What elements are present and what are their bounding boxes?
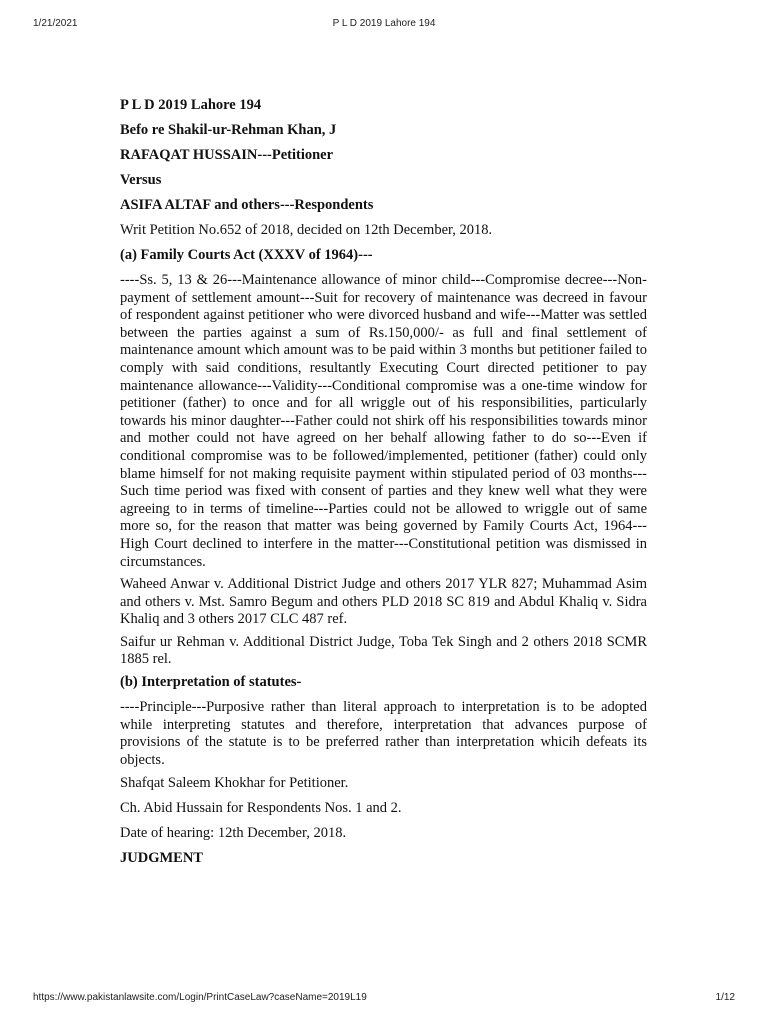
reference-2: Saifur ur Rehman v. Additional District Judge, Toba Tek Singh and 2 others 2018 SCMR 1885 rel.: [120, 633, 647, 668]
case-info: Writ Petition No.652 of 2018, decided on 12th December, 2018.: [120, 222, 493, 238]
versus: Versus: [120, 172, 162, 188]
heading-a: (a) Family Courts Act (XXXV of 1964)---: [120, 247, 373, 263]
print-footer: [0, 992, 768, 1006]
print-header: [0, 18, 768, 32]
case-citation: P L D 2019 Lahore 194: [120, 97, 262, 113]
petitioner: RAFAQAT HUSSAIN---Petitioner: [120, 147, 334, 163]
print-title: P L D 2019 Lahore 194: [332, 18, 436, 29]
judgment-heading: JUDGMENT: [120, 850, 203, 867]
print-date: 1/21/2021: [33, 18, 78, 29]
paragraph-b: ----Principle---Purposive rather than literal approach to interpretation is to be adopted while interpreting statutes and therefore, interpretation that advances purpose of provisions of the statute is to be preferred rather than interpretation whicih defeats its objects.: [120, 699, 647, 768]
reference-1: Waheed Anwar v. Additional District Judge and others 2017 YLR 827; Muhammad Asim and others v. Mst. Samro Begum and others PLD 2018 SC 819 and Abdul Khaliq v. Sidra Khaliq and 3 others 2017 CLC 487 ref.: [120, 576, 647, 628]
bench: Befo re Shakil-ur-Rehman Khan, J: [120, 122, 337, 138]
heading-b: (b) Interpretation of statutes-: [120, 674, 302, 691]
respondents: ASIFA ALTAF and others---Respondents: [120, 197, 374, 213]
counsel-petitioner: Shafqat Saleem Khokhar for Petitioner.: [120, 775, 349, 792]
paragraph-a: ----Ss. 5, 13 & 26---Maintenance allowance of minor child---Compromise decree---Non-payment of settlement amount---Suit for recovery of maintenance was decreed in favour of respondent against petitioner who were divorced husband and wife---Matter was settled between the parties against a sum of Rs.150,000/- as full and final settlement of maintenance amount which amount was to be paid within 3 months but petitioner failed to comply with said conditions, resultantly Executing Court directed petitioner to pay maintenance allowance---Validity---Conditional compromise was a one-time window for petitioner (father) to once and for all wriggle out of his responsibilities, particularly towards his minor daughter---Father could not shirk off his responsibilities towards minor and mother could not have agreed on her behalf allowing father to do so---Even if conditional compromise was to be followed/implemented, petitioner (father) could only blame himself for not making requisite payment within stipulated period of 03 months---Such time period was fixed with consent of parties and they knew well what they were agreeing to in terms of timeline---Parties could not be allowed to wriggle out of same more so, for the reason that matter was being governed by Family Courts Act, 1964---High Court declined to interfere in the matter---Constitutional petition was dismissed in circumstances.: [120, 272, 647, 570]
source-url: https://www.pakistanlawsite.com/Login/PrintCaseLaw?caseName=2019L19: [33, 992, 367, 1003]
counsel-respondents: Ch. Abid Hussain for Respondents Nos. 1 and 2.: [120, 800, 402, 817]
hearing-date: Date of hearing: 12th December, 2018.: [120, 825, 347, 842]
page-number: 1/12: [715, 992, 735, 1003]
document-body: [120, 97, 647, 875]
